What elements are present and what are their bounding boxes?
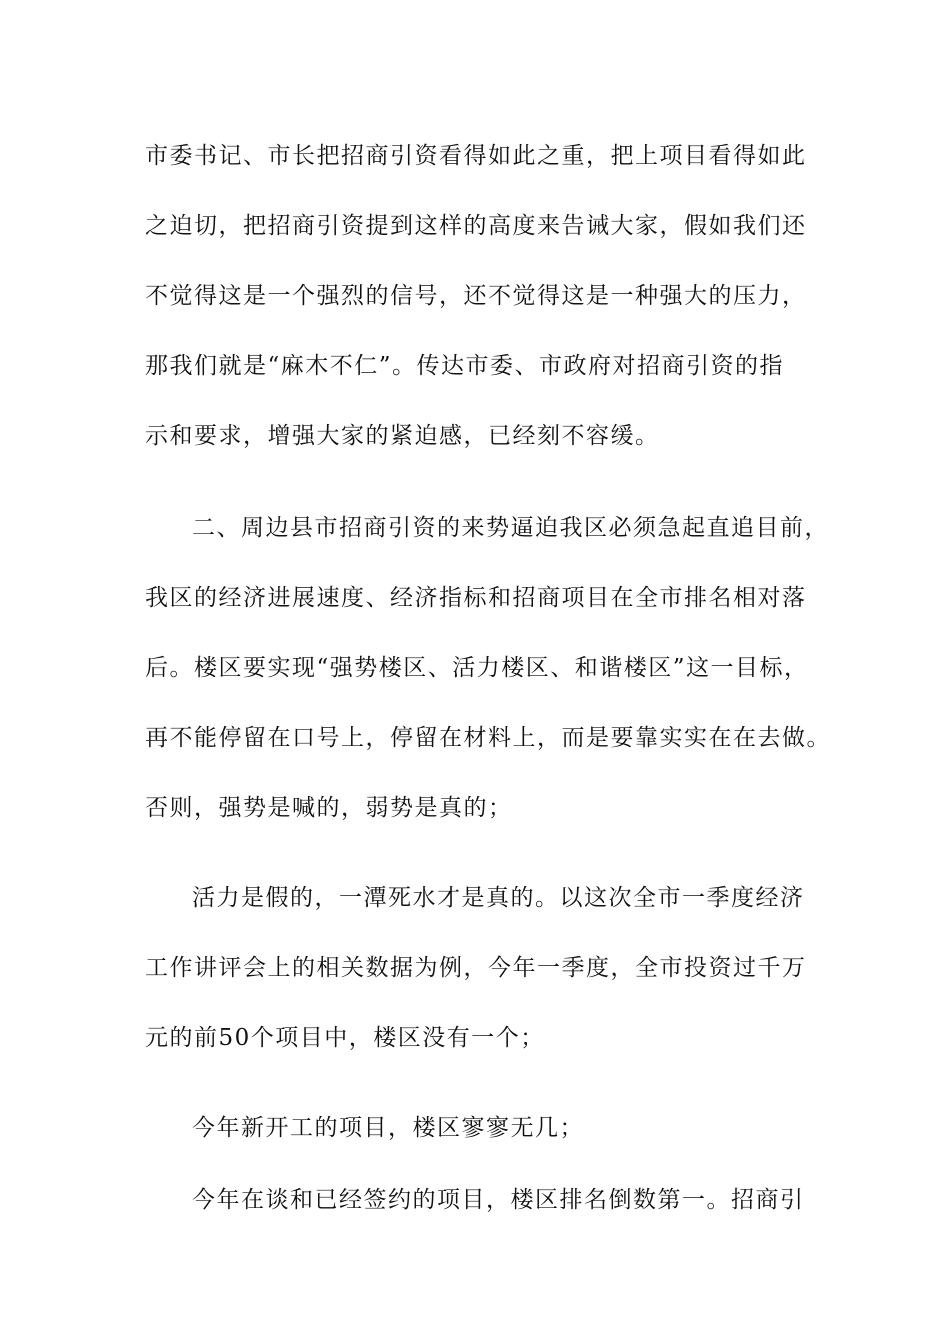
paragraph-first-line: 二、周边县市招商引资的来势逼迫我区必须急起直追目前， bbox=[192, 515, 829, 541]
text-line: 那我们就是“麻木不仁”。传达市委、市政府对招商引资的指 bbox=[145, 353, 785, 379]
text-line: 工作讲评会上的相关数据为例，今年一季度，全市投资过千万 bbox=[145, 955, 807, 981]
text-line: 不觉得这是一个强烈的信号，还不觉得这是一种强大的压力， bbox=[145, 283, 807, 309]
paragraph-first-line: 今年在谈和已经签约的项目，楼区排名倒数第一。招商引 bbox=[192, 1187, 805, 1213]
text-line: 之迫切，把招商引资提到这样的高度来告诫大家，假如我们还 bbox=[145, 213, 807, 239]
text-line: 否则，强势是喊的，弱势是真的； bbox=[145, 795, 513, 821]
paragraph-first-line: 活力是假的，一潭死水才是真的。以这次全市一季度经济 bbox=[192, 885, 805, 911]
text-line: 后。楼区要实现“强势楼区、活力楼区、和谐楼区”这一目标， bbox=[145, 655, 809, 681]
text-line: 再不能停留在口号上，停留在材料上，而是要靠实实在在去做。 bbox=[145, 725, 831, 751]
text-line: 我区的经济进展速度、经济指标和招商项目在全市排名相对落 bbox=[145, 585, 807, 611]
text-line: 示和要求，增强大家的紧迫感，已经刻不容缓。 bbox=[145, 423, 660, 449]
text-line: 元的前50个项目中，楼区没有一个； bbox=[145, 1025, 545, 1051]
text-line: 市委书记、市长把招商引资看得如此之重，把上项目看得如此 bbox=[145, 143, 807, 169]
paragraph-first-line: 今年新开工的项目，楼区寥寥无几； bbox=[192, 1115, 584, 1141]
